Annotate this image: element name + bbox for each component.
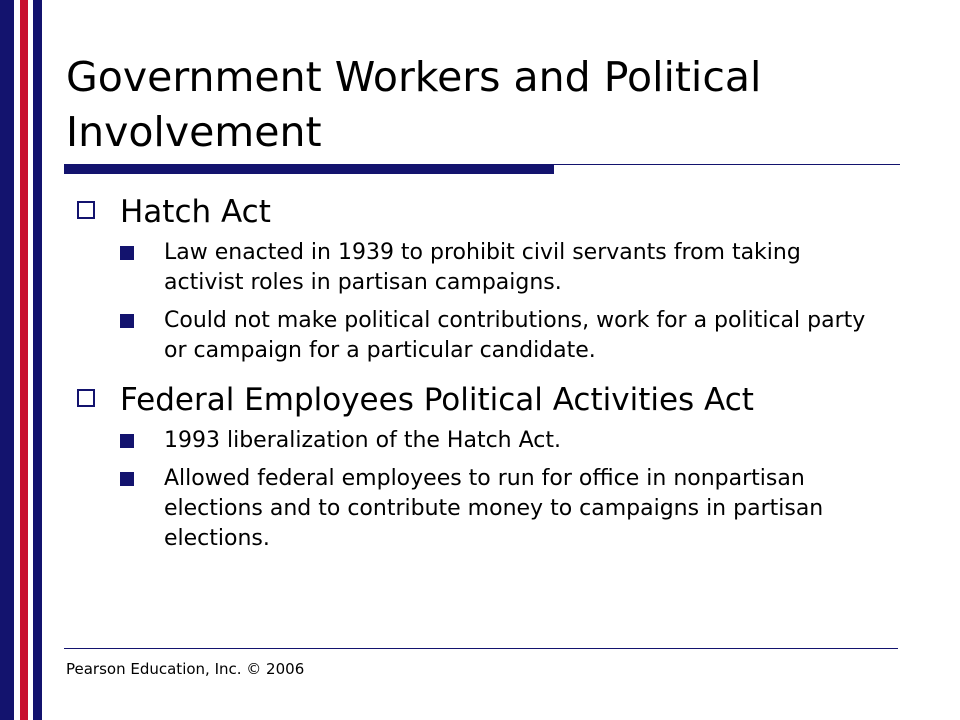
slide-title: Government Workers and Political Involvement <box>66 53 762 156</box>
stripe-navy-outer <box>0 0 14 720</box>
footer-divider <box>64 648 898 649</box>
bullet-item <box>164 464 894 554</box>
filled-square-icon <box>120 246 134 260</box>
filled-square-icon <box>120 472 134 486</box>
section-heading-fepaa <box>74 380 894 420</box>
bullet-item <box>164 306 894 366</box>
title-underline-thin <box>554 164 900 165</box>
section-heading-text: Hatch Act <box>120 194 271 230</box>
left-flag-stripes <box>0 0 44 720</box>
bullet-item <box>164 426 894 456</box>
slide-content <box>74 192 894 554</box>
bullet-text: Allowed federal employees to run for office in nonpartisan elections and to contribute money to campaigns in partisan elections. <box>164 466 824 551</box>
bullet-text: Could not make political contributions, work for a political party or campaign for a particular candidate. <box>164 308 866 363</box>
hollow-square-icon <box>77 389 95 407</box>
title-underline-thick <box>64 164 554 174</box>
bullet-item <box>164 238 894 298</box>
stripe-navy-inner <box>33 0 42 720</box>
filled-square-icon <box>120 434 134 448</box>
hollow-square-icon <box>77 201 95 219</box>
bullet-text: Law enacted in 1939 to prohibit civil servants from taking activist roles in partisan campaigns. <box>164 240 801 295</box>
section-heading-hatch-act <box>74 192 894 232</box>
bullet-text: 1993 liberalization of the Hatch Act. <box>164 428 561 453</box>
filled-square-icon <box>120 314 134 328</box>
stripe-red <box>20 0 28 720</box>
footer-copyright: Pearson Education, Inc. © 2006 <box>66 660 305 678</box>
section-heading-text: Federal Employees Political Activities Act <box>120 382 754 418</box>
